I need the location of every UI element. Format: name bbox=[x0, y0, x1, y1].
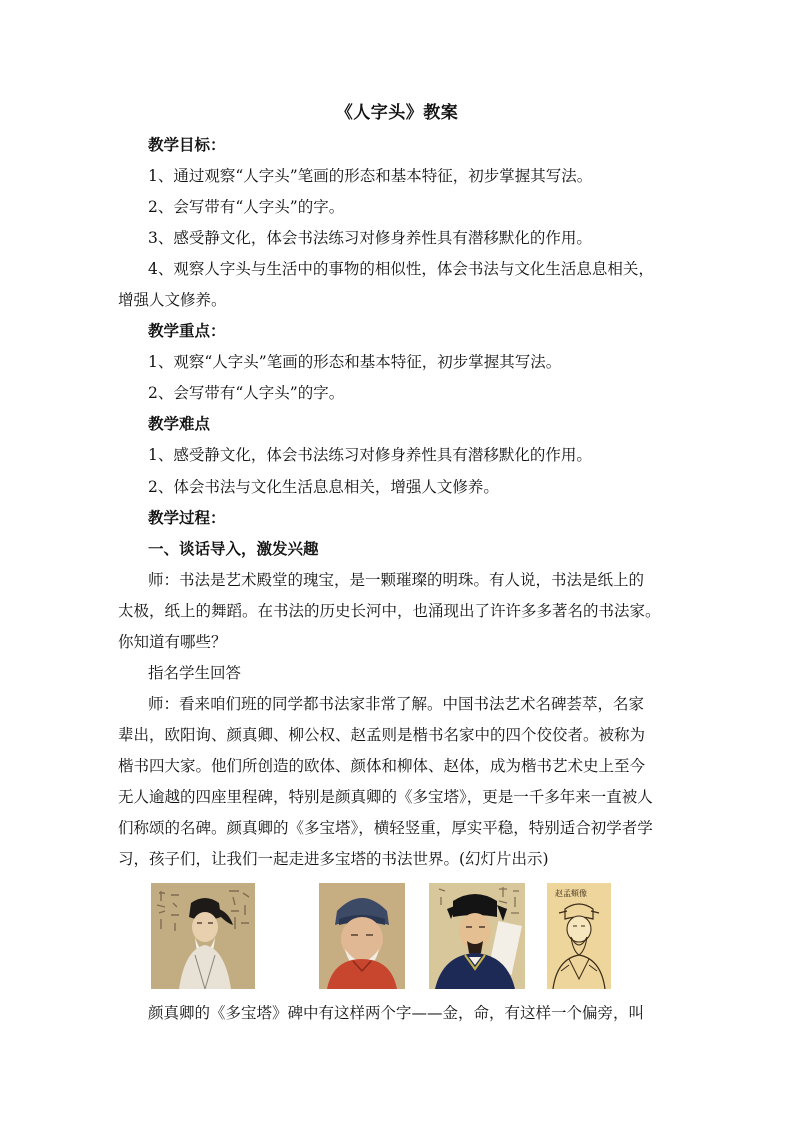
calligrapher-portraits bbox=[0, 883, 794, 991]
objective-4-cont: 增强人文修养。 bbox=[118, 291, 227, 309]
portrait-caption: 赵孟頫像 bbox=[555, 889, 587, 898]
paragraph-2-line-3: 楷书四大家。他们所创造的欧体、颜体和柳体、赵体，成为楷书艺术史上至今 bbox=[118, 757, 646, 775]
paragraph-2-line-2: 辈出，欧阳询、颜真卿、柳公权、赵孟则是楷书名家中的四个佼佼者。被称为 bbox=[118, 726, 646, 744]
paragraph-1-line-2: 太极，纸上的舞蹈。在书法的历史长河中，也涌现出了许许多多著名的书法家。 bbox=[118, 602, 661, 620]
key-point-1: 1、观察“人字头”笔画的形态和基本特征，初步掌握其写法。 bbox=[148, 353, 562, 371]
key-point-2: 2、会写带有“人字头”的字。 bbox=[148, 384, 345, 402]
objective-2: 2、会写带有“人字头”的字。 bbox=[148, 198, 345, 216]
objective-1: 1、通过观察“人字头”笔画的形态和基本特征，初步掌握其写法。 bbox=[148, 167, 593, 185]
heading-key-points: 教学重点： bbox=[148, 321, 226, 340]
student-answer-note: 指名学生回答 bbox=[148, 664, 242, 682]
heading-difficulties: 教学难点 bbox=[148, 414, 211, 433]
section-heading-1: 一、谈话导入，激发兴趣 bbox=[148, 539, 319, 558]
heading-objectives: 教学目标： bbox=[148, 135, 226, 154]
objective-3: 3、感受静文化，体会书法练习对修身养性具有潜移默化的作用。 bbox=[148, 229, 592, 247]
paragraph-2-line-5: 们称颂的名碑。颜真卿的《多宝塔》，横轻竖重，厚实平稳，特别适合初学者学 bbox=[118, 819, 653, 837]
paragraph-2-line-4: 无人逾越的四座里程碑，特别是颜真卿的《多宝塔》，更是一千多年来一直被人 bbox=[118, 788, 653, 806]
objective-4: 4、观察人字头与生活中的事物的相似性，体会书法与文化生活息息相关， bbox=[148, 260, 654, 278]
difficulty-2: 2、体会书法与文化生活息息相关，增强人文修养。 bbox=[148, 478, 499, 496]
portrait-zhao-mengfu bbox=[547, 883, 611, 989]
heading-process: 教学过程： bbox=[148, 508, 226, 527]
document-title: 《人字头》教案 bbox=[335, 103, 459, 123]
portrait-ouyang-xun bbox=[151, 883, 255, 989]
paragraph-2-line-1: 师：看来咱们班的同学都书法家非常了解。中国书法艺术名碑荟萃，名家 bbox=[148, 695, 645, 713]
portrait-liu-gongquan bbox=[429, 883, 525, 989]
paragraph-3-line-1: 颜真卿的《多宝塔》碑中有这样两个字——金，命，有这样一个偏旁，叫 bbox=[148, 1004, 645, 1022]
paragraph-2-line-6: 习，孩子们，让我们一起走进多宝塔的书法世界。(幻灯片出示) bbox=[118, 850, 549, 868]
paragraph-1-line-3: 你知道有哪些？ bbox=[118, 633, 227, 651]
difficulty-1: 1、感受静文化，体会书法练习对修身养性具有潜移默化的作用。 bbox=[148, 446, 592, 464]
portrait-yan-zhenqing bbox=[319, 883, 405, 989]
paragraph-1-line-1: 师：书法是艺术殿堂的瑰宝，是一颗璀璨的明珠。有人说，书法是纸上的 bbox=[148, 571, 645, 589]
